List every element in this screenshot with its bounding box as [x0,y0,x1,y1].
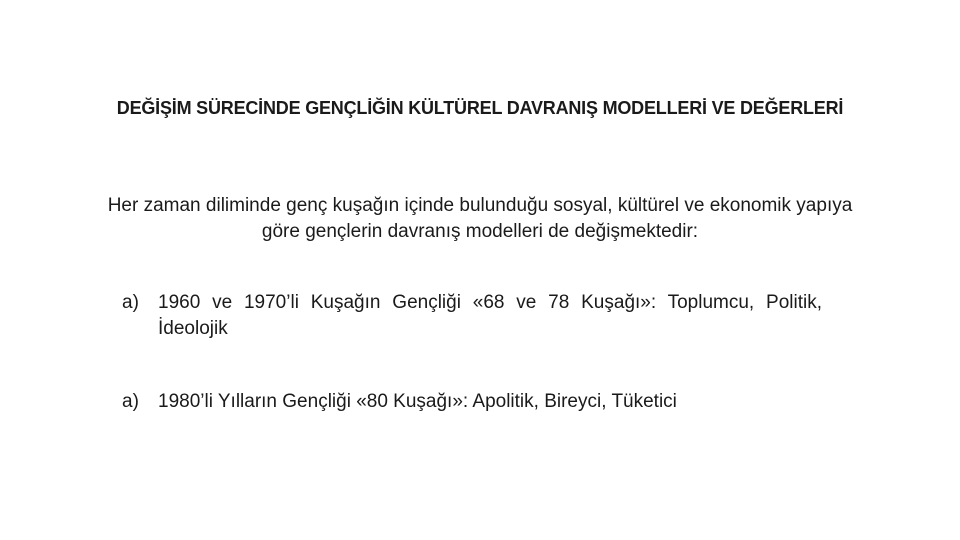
list-item [122,290,822,342]
list-marker: a) [122,391,139,412]
list-item-text: 1960 ve 1970’li Kuşağın Gençliği «68 ve 78 Kuşağı»: Toplumcu, Politik, İdeolojik [158,292,822,339]
list-item-text: 1980’li Yılların Gençliği «80 Kuşağı»: Apolitik, Bireyci, Tüketici [158,391,677,412]
list-item [122,389,822,415]
intro-paragraph: Her zaman diliminde genç kuşağın içinde bulunduğu sosyal, kültürel ve ekonomik yapıya göre gençlerin davranış modelleri de değişmektedir: [107,195,853,242]
list-marker: a) [122,292,139,313]
slide-title: DEĞİŞİM SÜRECİNDE GENÇLİĞİN KÜLTÜREL DAVRANIŞ MODELLERİ VE DEĞERLERİ [116,98,844,118]
